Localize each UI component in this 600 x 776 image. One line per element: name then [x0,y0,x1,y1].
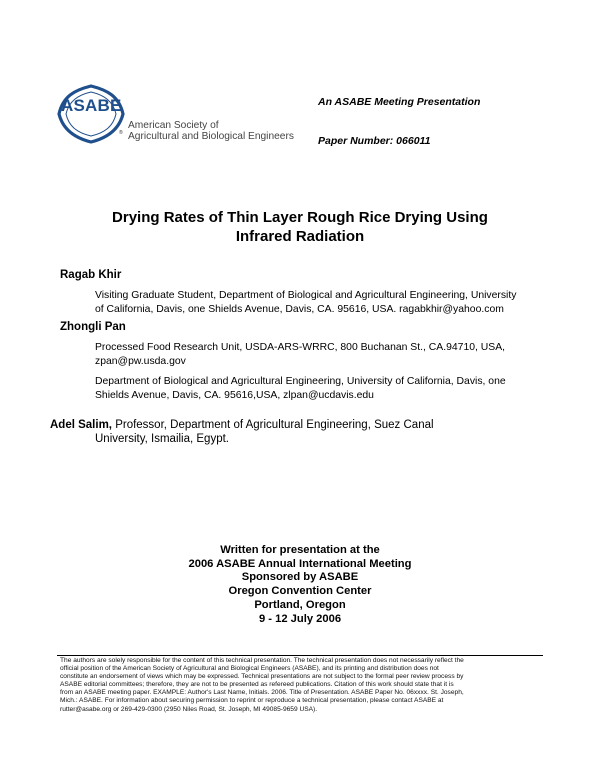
author-salim [50,419,450,446]
logo-org-name [128,120,298,142]
footer-divider [57,655,543,656]
meeting-line: 2006 ASABE Annual International Meeting [188,557,412,570]
disclaimer-line: ASABE editorial committees; therefore, they are not to be presented as refereed publications. Citation of this work should state that it is [60,681,454,689]
meeting-line: Oregon Convention Center [228,585,372,598]
author-affiliation-salim: Professor, Department of Agricultural Engineering, Suez Canal [112,419,434,431]
meeting-line: Portland, Oregon [254,598,346,611]
paper-number: Paper Number: 066011 [318,135,431,147]
affiliation-line: Department of Biological and Agricultural Engineering, University of California, Davis, one [95,376,506,387]
disclaimer-line: Mich.: ASABE. For information about securing permission to reprint or reproduce a technical presentation, please contact ASABE at [60,697,444,705]
author-affiliation-pan-1 [95,341,545,368]
meeting-line: Written for presentation at the [220,544,380,556]
logo-org-line-1: American Society of [128,120,219,131]
title-line-1: Drying Rates of Thin Layer Rough Rice Drying Using [112,209,488,226]
meeting-presentation-label: An ASABE Meeting Presentation [318,96,481,108]
title-line-2: Infrared Radiation [235,228,365,245]
author-name-salim: Adel Salim, [50,419,112,431]
affiliation-line: Processed Food Research Unit, USDA-ARS-WRRC, 800 Buchanan St., CA.94710, USA, [95,342,506,353]
affiliation-line: Shields Avenue, Davis, CA. 95616,USA, zlpan@ucdavis.edu [95,389,374,401]
paper-title [60,208,540,246]
disclaimer-line: official position of the American Society of Agricultural and Biological Engineers (ASABE), and its printing and distribution does not [60,665,439,673]
author-name-pan: Zhongli Pan [60,321,126,333]
author-affiliation-khir [95,289,545,316]
meeting-line: Sponsored by ASABE [241,571,359,584]
logo-org-line-2: Agricultural and Biological Engineers [128,131,294,142]
author-affiliation-salim-line-2: University, Ismailia, Egypt. [95,432,229,445]
meeting-info [100,544,500,626]
disclaimer-text [60,657,542,714]
author-name-khir: Ragab Khir [60,269,122,281]
affiliation-line: Visiting Graduate Student, Department of Biological and Agricultural Engineering, University [95,290,517,301]
disclaimer-line: constitute an endorsement of views which may be expressed. Technical presentations are not subject to the formal peer review process by [60,673,464,681]
author-affiliation-pan-2 [95,375,545,402]
affiliation-line: zpan@pw.usda.gov [95,355,186,367]
disclaimer-line: from an ASABE meeting paper. EXAMPLE: Author's Last Name, Initials. 2006. Title of Presentation. ASABE Paper No. 06xxxx. St. Joseph, [60,689,464,697]
meeting-line: 9 - 12 July 2006 [258,612,342,625]
disclaimer-line: rutter@asabe.org or 269-429-0300 (2950 Niles Road, St. Joseph, MI 49085-9659 USA). [60,705,318,713]
asabe-logo [55,84,295,152]
registered-mark: ® [119,130,123,136]
logo-wordmark: ASABE [61,96,122,115]
affiliation-line: of California, Davis, one Shields Avenue, Davis, CA. 95616, USA. ragabkhir@yahoo.com [95,303,504,315]
disclaimer-line: The authors are solely responsible for the content of this technical presentation. The technical presentation does not necessarily reflect the [60,657,464,664]
